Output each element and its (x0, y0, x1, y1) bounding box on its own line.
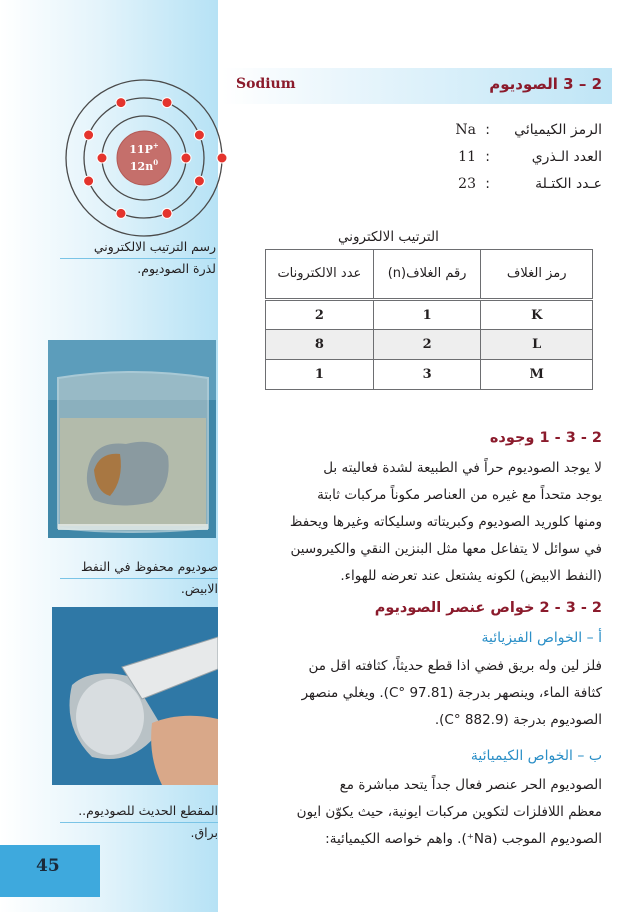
paragraph-line: فلز لين وله بريق فضي اذا قطع حديثاً، كثافته اقل من (308, 658, 602, 674)
caption-divider (60, 822, 218, 823)
electron (84, 176, 94, 186)
photo1-caption-line2: الابيض. (180, 581, 218, 596)
photo-sodium-in-oil (48, 340, 216, 538)
electron (116, 98, 126, 108)
paragraph-line: ومنها كلوريد الصوديوم وكبريتاته وسليكاته وغيرها ويحفظ (289, 514, 602, 530)
property-value: Na (455, 122, 476, 138)
table-row (266, 300, 593, 330)
table-cell: 2 (266, 300, 374, 330)
electron (97, 153, 107, 163)
electron (162, 98, 172, 108)
title-arabic: 2 – 3 الصوديوم (489, 75, 602, 93)
property-value: 23 (458, 176, 476, 192)
table-cell: M (481, 360, 593, 390)
electron (162, 208, 172, 218)
atom-caption-line2: لذرة الصوديوم. (137, 261, 216, 276)
table-header-cell: رمز الغلاف (481, 250, 593, 300)
atom-diagram (54, 74, 234, 244)
nucleus-protons: 11P+ (129, 141, 159, 156)
electron (194, 176, 204, 186)
caption-divider (60, 578, 218, 579)
property-colon: : (485, 176, 490, 192)
property-label: العدد الـذري (531, 149, 602, 165)
paragraph-occurrence (240, 455, 602, 590)
electron-configuration-table (265, 249, 593, 390)
paragraph-chemical (240, 772, 602, 853)
paragraph-line: في سوائل لا يتفاعل معها مثل البنزين النقي والكيروسين (290, 541, 602, 557)
property-atomic-number (416, 149, 602, 165)
table-cell: 2 (373, 330, 481, 360)
section-heading-occurrence: 2 - 3 - 1 وجوده (489, 430, 602, 446)
photo2-caption-line2: براق. (190, 825, 218, 840)
title-english: Sodium (236, 76, 296, 92)
property-colon: : (485, 149, 490, 165)
electron (194, 130, 204, 140)
photo-cut-sodium (52, 607, 218, 785)
table-cell: 8 (266, 330, 374, 360)
paragraph-line: الصوديوم بدرجة (882.9 °C). (434, 712, 602, 728)
table-cell: 1 (373, 300, 481, 330)
nucleus (117, 131, 171, 185)
electron (84, 130, 94, 140)
property-label: الرمز الكيميائي (514, 122, 602, 138)
page-number: 45 (36, 856, 60, 876)
table-header-cell: رقم الغلاف(n) (373, 250, 481, 300)
table-cell: 3 (373, 360, 481, 390)
electron (116, 208, 126, 218)
table-cell: K (481, 300, 593, 330)
paragraph-line: معظم اللافلزات لتكوين مركبات ايونية، حيث يكوّن ايون (296, 804, 602, 820)
photo2-caption-line1: المقطع الحديث للصوديوم.. (78, 803, 218, 818)
property-label: عـدد الكتـلة (535, 176, 602, 192)
table-cell: 1 (266, 360, 374, 390)
table-row (266, 330, 593, 360)
property-colon: : (485, 122, 490, 138)
paragraph-line: الصوديوم الحر عنصر فعال جداً يتحد مباشرة مع (339, 777, 602, 793)
paragraph-line: لا يوجد الصوديوم حراً في الطبيعة لشدة فعاليته بل (323, 460, 602, 476)
section-heading-properties: 2 - 3 - 2 خواص عنصر الصوديوم (374, 600, 602, 616)
electron (217, 153, 227, 163)
nucleus-neutrons: $12n^0$ (129, 158, 159, 173)
photo1-caption-line1: صوديوم محفوظ في النفط (81, 559, 218, 574)
paragraph-line: كثافة الماء، وينصهر بدرجة (97.81 °C). ويغلي منصهر (301, 685, 602, 701)
property-value: 11 (458, 149, 476, 165)
table-header-cell: عدد الالكترونات (266, 250, 374, 300)
paragraph-line: يوجد متحداً مع غيره من العناصر مكوناً مركبات ثابتة (317, 487, 602, 503)
table-title: الترتيب الالكتروني (338, 229, 439, 245)
electron (181, 153, 191, 163)
property-symbol (416, 122, 602, 138)
paragraph-line: (النفط الابيض) لكونه يشتعل عند تعرضه للهواء. (340, 568, 602, 584)
caption-divider (60, 258, 216, 259)
property-mass-number (416, 176, 602, 192)
atom-caption-line1: رسم الترتيب الالكتروني (93, 239, 216, 254)
subheading-chemical: ب – الخواص الكيميائية (470, 748, 602, 764)
paragraph-line: الصوديوم الموجب (Na⁺). واهم خواصه الكيميائية: (325, 831, 602, 847)
paragraph-physical (240, 653, 602, 734)
table-row (266, 360, 593, 390)
subheading-physical: أ – الخواص الفيزيائية (481, 630, 602, 646)
table-cell: L (481, 330, 593, 360)
